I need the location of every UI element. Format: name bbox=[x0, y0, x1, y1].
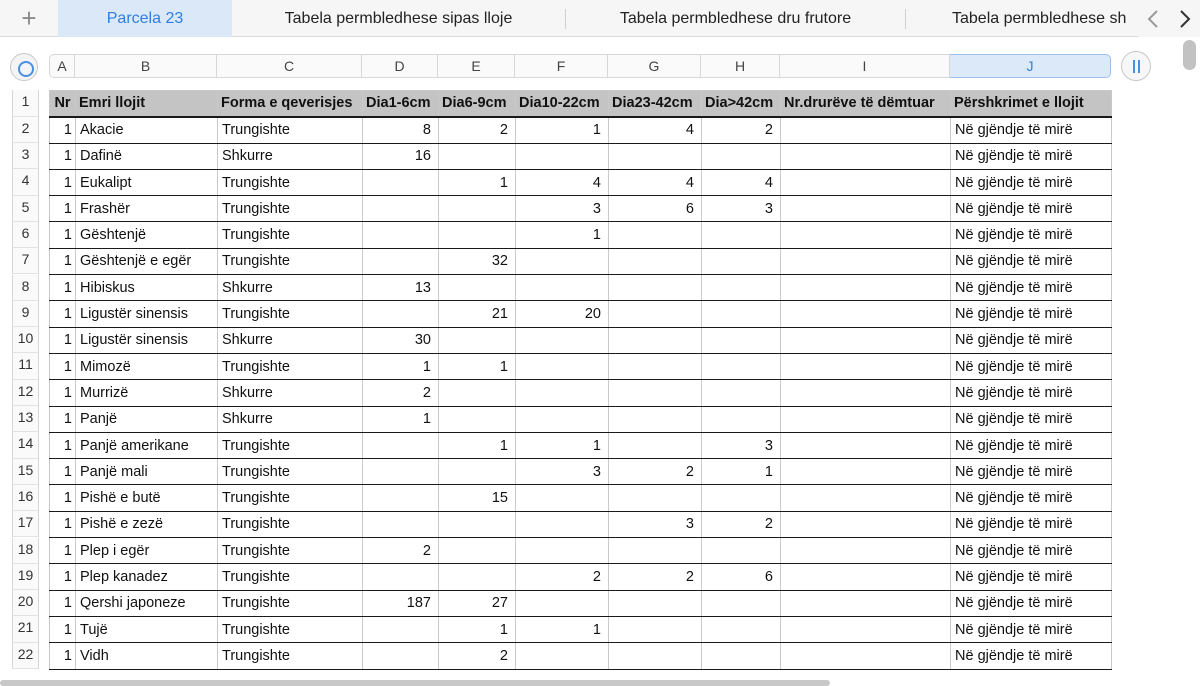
cell-dia-23-42[interactable] bbox=[609, 248, 702, 274]
cell-pershkrimet[interactable]: Në gjëndje të mirë bbox=[951, 275, 1112, 301]
cell-dia-10-22[interactable]: 3 bbox=[516, 459, 609, 485]
cell-dia-10-22[interactable] bbox=[516, 538, 609, 564]
cell-forma[interactable]: Trungishte bbox=[218, 564, 363, 590]
cell-nr-demtuar[interactable] bbox=[781, 196, 951, 222]
cell-nr-demtuar[interactable] bbox=[781, 406, 951, 432]
cell-dia-6-9[interactable] bbox=[439, 222, 516, 248]
table-row bbox=[50, 564, 1112, 590]
cell-dia-23-42[interactable] bbox=[609, 616, 702, 642]
tab-permbledhese-sh[interactable]: Tabela permbledhese sh bbox=[952, 10, 1127, 27]
row-header[interactable]: 1 bbox=[12, 90, 39, 117]
cell-dia-6-9[interactable]: 1 bbox=[439, 169, 516, 195]
cell-dia-23-42[interactable]: 2 bbox=[609, 459, 702, 485]
column-header-e[interactable]: E bbox=[438, 54, 515, 78]
cell-dia-10-22[interactable] bbox=[516, 275, 609, 301]
cell-dia-1-6[interactable] bbox=[363, 564, 439, 590]
cell-dia-1-6[interactable] bbox=[363, 643, 439, 669]
cell-dia-1-6[interactable] bbox=[363, 248, 439, 274]
header-cell-nr[interactable]: Nr bbox=[50, 91, 76, 117]
chevron-left-icon bbox=[1147, 10, 1159, 28]
cell-nr-demtuar[interactable] bbox=[781, 590, 951, 616]
column-header-j[interactable]: J bbox=[950, 54, 1111, 78]
cell-dia-over-42[interactable] bbox=[702, 248, 781, 274]
table-row bbox=[50, 301, 1112, 327]
cell-dia-over-42[interactable] bbox=[702, 380, 781, 406]
column-header-d[interactable]: D bbox=[362, 54, 438, 78]
cell-pershkrimet[interactable]: Në gjëndje të mirë bbox=[951, 485, 1112, 511]
cell-forma[interactable]: Shkurre bbox=[218, 327, 363, 353]
header-cell-nr-druresh-te-demtuar[interactable]: Nr.drurëve të dëmtuar bbox=[781, 91, 951, 117]
cell-dia-6-9[interactable] bbox=[439, 459, 516, 485]
cell-dia-10-22[interactable]: 1 bbox=[516, 432, 609, 458]
cell-forma[interactable]: Trungishte bbox=[218, 248, 363, 274]
cell-forma[interactable]: Trungishte bbox=[218, 485, 363, 511]
cell-dia-over-42[interactable] bbox=[702, 222, 781, 248]
cell-nr-demtuar[interactable] bbox=[781, 353, 951, 379]
cell-dia-10-22[interactable]: 2 bbox=[516, 564, 609, 590]
freeze-columns-button[interactable] bbox=[1121, 51, 1151, 81]
table-row bbox=[50, 432, 1112, 458]
cell-pershkrimet[interactable]: Në gjëndje të mirë bbox=[951, 380, 1112, 406]
cell-nr[interactable]: 1 bbox=[50, 406, 76, 432]
cell-dia-1-6[interactable] bbox=[363, 169, 439, 195]
table-row bbox=[50, 511, 1112, 537]
table-header-row bbox=[50, 91, 1112, 117]
cell-emri-llojit[interactable]: Vidh bbox=[76, 643, 218, 669]
cell-dia-over-42[interactable] bbox=[702, 485, 781, 511]
cell-dia-6-9[interactable] bbox=[439, 564, 516, 590]
cell-dia-23-42[interactable] bbox=[609, 538, 702, 564]
cell-emri-llojit[interactable]: Plep i egër bbox=[76, 538, 218, 564]
cell-pershkrimet[interactable]: Në gjëndje të mirë bbox=[951, 169, 1112, 195]
cell-dia-23-42[interactable] bbox=[609, 327, 702, 353]
table-row bbox=[50, 196, 1112, 222]
cell-dia-6-9[interactable]: 1 bbox=[439, 432, 516, 458]
cell-emri-llojit[interactable]: Ligustër sinensis bbox=[76, 327, 218, 353]
cell-dia-23-42[interactable] bbox=[609, 590, 702, 616]
cell-dia-23-42[interactable] bbox=[609, 485, 702, 511]
cell-nr[interactable]: 1 bbox=[50, 643, 76, 669]
cell-nr[interactable]: 1 bbox=[50, 380, 76, 406]
cell-nr-demtuar[interactable] bbox=[781, 301, 951, 327]
cell-forma[interactable]: Trungishte bbox=[218, 511, 363, 537]
table-row bbox=[50, 538, 1112, 564]
header-cell-dia-1-6cm[interactable]: Dia1-6cm bbox=[363, 91, 439, 117]
header-cell-dia-10-22cm[interactable]: Dia10-22cm bbox=[516, 91, 609, 117]
cell-nr[interactable]: 1 bbox=[50, 590, 76, 616]
cell-emri-llojit[interactable]: Tujë bbox=[76, 616, 218, 642]
cell-dia-23-42[interactable] bbox=[609, 222, 702, 248]
cell-dia-10-22[interactable] bbox=[516, 353, 609, 379]
tab-permbledhese-dru-frutore[interactable]: Tabela permbledhese dru frutore bbox=[619, 10, 852, 27]
cell-dia-over-42[interactable]: 3 bbox=[702, 196, 781, 222]
row-header[interactable]: 7 bbox=[12, 248, 39, 274]
cell-dia-10-22[interactable] bbox=[516, 143, 609, 169]
cell-pershkrimet[interactable]: Në gjëndje të mirë bbox=[951, 143, 1112, 169]
cell-forma[interactable]: Trungishte bbox=[218, 196, 363, 222]
cell-forma[interactable]: Trungishte bbox=[218, 538, 363, 564]
row-header[interactable]: 6 bbox=[12, 222, 39, 248]
cell-dia-23-42[interactable] bbox=[609, 143, 702, 169]
pause-bars-icon bbox=[1133, 60, 1135, 73]
row-header[interactable]: 18 bbox=[12, 538, 39, 564]
cell-dia-6-9[interactable] bbox=[439, 196, 516, 222]
tab-permbledhese-sipas-lloje[interactable]: Tabela permbledhese sipas lloje bbox=[284, 10, 513, 27]
cell-dia-23-42[interactable]: 4 bbox=[609, 169, 702, 195]
cell-forma[interactable]: Trungishte bbox=[218, 643, 363, 669]
cell-dia-6-9[interactable] bbox=[439, 327, 516, 353]
cell-forma[interactable]: Trungishte bbox=[218, 616, 363, 642]
cell-nr[interactable]: 1 bbox=[50, 432, 76, 458]
cell-emri-llojit[interactable]: Eukalipt bbox=[76, 169, 218, 195]
cell-nr-demtuar[interactable] bbox=[781, 432, 951, 458]
cell-dia-6-9[interactable]: 2 bbox=[439, 643, 516, 669]
cell-dia-over-42[interactable]: 3 bbox=[702, 432, 781, 458]
table-row bbox=[50, 275, 1112, 301]
cell-pershkrimet[interactable]: Në gjëndje të mirë bbox=[951, 327, 1112, 353]
column-header-i[interactable]: I bbox=[780, 54, 950, 78]
select-all-circle-button[interactable] bbox=[10, 53, 38, 81]
cell-dia-6-9[interactable]: 1 bbox=[439, 616, 516, 642]
cell-dia-23-42[interactable] bbox=[609, 406, 702, 432]
table-row bbox=[50, 406, 1112, 432]
cell-emri-llojit[interactable]: Pishë e butë bbox=[76, 485, 218, 511]
cell-dia-23-42[interactable] bbox=[609, 643, 702, 669]
table-row bbox=[50, 380, 1112, 406]
cell-dia-6-9[interactable]: 21 bbox=[439, 301, 516, 327]
cell-dia-1-6[interactable]: 8 bbox=[363, 117, 439, 143]
row-header[interactable]: 17 bbox=[12, 511, 39, 537]
cell-dia-10-22[interactable] bbox=[516, 511, 609, 537]
cell-dia-23-42[interactable] bbox=[609, 353, 702, 379]
cell-dia-over-42[interactable]: 4 bbox=[702, 169, 781, 195]
cell-dia-over-42[interactable] bbox=[702, 143, 781, 169]
cell-dia-1-6[interactable]: 2 bbox=[363, 538, 439, 564]
row-header[interactable]: 10 bbox=[12, 327, 39, 353]
cell-dia-over-42[interactable] bbox=[702, 538, 781, 564]
cell-dia-over-42[interactable] bbox=[702, 616, 781, 642]
cell-nr-demtuar[interactable] bbox=[781, 275, 951, 301]
cell-nr[interactable]: 1 bbox=[50, 327, 76, 353]
cell-nr-demtuar[interactable] bbox=[781, 248, 951, 274]
cell-nr[interactable]: 1 bbox=[50, 143, 76, 169]
cell-dia-over-42[interactable] bbox=[702, 643, 781, 669]
cell-dia-1-6[interactable] bbox=[363, 459, 439, 485]
cell-pershkrimet[interactable]: Në gjëndje të mirë bbox=[951, 301, 1112, 327]
row-header[interactable]: 3 bbox=[12, 143, 39, 169]
spreadsheet-table bbox=[49, 90, 1111, 670]
cell-dia-6-9[interactable] bbox=[439, 275, 516, 301]
cell-dia-10-22[interactable]: 20 bbox=[516, 301, 609, 327]
cell-dia-10-22[interactable]: 1 bbox=[516, 117, 609, 143]
column-header-g[interactable]: G bbox=[608, 54, 701, 78]
cell-dia-23-42[interactable]: 6 bbox=[609, 196, 702, 222]
cell-emri-llojit[interactable]: Panjë amerikane bbox=[76, 432, 218, 458]
cell-dia-6-9[interactable]: 15 bbox=[439, 485, 516, 511]
cell-dia-1-6[interactable]: 187 bbox=[363, 590, 439, 616]
cell-pershkrimet[interactable]: Në gjëndje të mirë bbox=[951, 511, 1112, 537]
cell-nr-demtuar[interactable] bbox=[781, 222, 951, 248]
horizontal-scrollbar[interactable] bbox=[0, 680, 830, 686]
cell-nr[interactable]: 1 bbox=[50, 196, 76, 222]
row-header[interactable]: 21 bbox=[12, 616, 39, 642]
column-header-c[interactable]: C bbox=[217, 54, 362, 78]
table-row bbox=[50, 616, 1112, 642]
table-row bbox=[50, 143, 1112, 169]
row-header[interactable]: 8 bbox=[12, 275, 39, 301]
cell-forma[interactable]: Trungishte bbox=[218, 353, 363, 379]
cell-emri-llojit[interactable]: Ligustër sinensis bbox=[76, 301, 218, 327]
column-header-b[interactable]: B bbox=[75, 54, 217, 78]
cell-dia-6-9[interactable]: 2 bbox=[439, 117, 516, 143]
cell-forma[interactable]: Trungishte bbox=[218, 301, 363, 327]
cell-nr-demtuar[interactable] bbox=[781, 538, 951, 564]
cell-dia-1-6[interactable] bbox=[363, 616, 439, 642]
cell-forma[interactable]: Shkurre bbox=[218, 275, 363, 301]
cell-nr[interactable]: 1 bbox=[50, 511, 76, 537]
cell-pershkrimet[interactable]: Në gjëndje të mirë bbox=[951, 432, 1112, 458]
cell-dia-1-6[interactable]: 13 bbox=[363, 275, 439, 301]
chevron-right-icon bbox=[1179, 10, 1191, 28]
row-header[interactable]: 5 bbox=[12, 196, 39, 222]
cell-dia-23-42[interactable]: 3 bbox=[609, 511, 702, 537]
table-row bbox=[50, 643, 1112, 669]
row-header[interactable]: 9 bbox=[12, 301, 39, 327]
cell-nr[interactable]: 1 bbox=[50, 459, 76, 485]
cell-dia-10-22[interactable] bbox=[516, 485, 609, 511]
cell-forma[interactable]: Trungishte bbox=[218, 459, 363, 485]
cell-dia-23-42[interactable] bbox=[609, 275, 702, 301]
row-header[interactable]: 13 bbox=[12, 406, 39, 432]
cell-emri-llojit[interactable]: Frashër bbox=[76, 196, 218, 222]
cell-forma[interactable]: Trungishte bbox=[218, 590, 363, 616]
cell-nr-demtuar[interactable] bbox=[781, 564, 951, 590]
cell-nr[interactable]: 1 bbox=[50, 301, 76, 327]
cell-dia-6-9[interactable] bbox=[439, 143, 516, 169]
cell-pershkrimet[interactable]: Në gjëndje të mirë bbox=[951, 406, 1112, 432]
cell-dia-10-22[interactable] bbox=[516, 248, 609, 274]
cell-emri-llojit[interactable]: Mimozë bbox=[76, 353, 218, 379]
cell-nr[interactable]: 1 bbox=[50, 275, 76, 301]
cell-dia-1-6[interactable]: 30 bbox=[363, 327, 439, 353]
add-sheet-button[interactable] bbox=[0, 0, 58, 37]
cell-dia-over-42[interactable]: 2 bbox=[702, 117, 781, 143]
cell-emri-llojit[interactable]: Panjë mali bbox=[76, 459, 218, 485]
cell-dia-10-22[interactable] bbox=[516, 406, 609, 432]
cell-dia-1-6[interactable] bbox=[363, 485, 439, 511]
cell-dia-23-42[interactable] bbox=[609, 432, 702, 458]
cell-dia-6-9[interactable] bbox=[439, 538, 516, 564]
table-row bbox=[50, 459, 1112, 485]
column-header-f[interactable]: F bbox=[515, 54, 608, 78]
row-header[interactable]: 11 bbox=[12, 353, 39, 379]
plus-icon: + bbox=[21, 3, 37, 33]
column-header-h[interactable]: H bbox=[701, 54, 780, 78]
header-cell-emri-llojit[interactable]: Emri llojit bbox=[76, 91, 218, 117]
cell-dia-6-9[interactable] bbox=[439, 511, 516, 537]
cell-dia-10-22[interactable] bbox=[516, 327, 609, 353]
pause-bars-icon bbox=[1138, 60, 1140, 73]
cell-dia-over-42[interactable]: 1 bbox=[702, 459, 781, 485]
cell-nr[interactable]: 1 bbox=[50, 538, 76, 564]
cell-nr-demtuar[interactable] bbox=[781, 327, 951, 353]
sheet-tab-bar bbox=[0, 0, 1200, 37]
scroll-tabs-right-button[interactable] bbox=[1172, 0, 1198, 37]
cell-forma[interactable]: Trungishte bbox=[218, 222, 363, 248]
row-header[interactable]: 20 bbox=[12, 590, 39, 616]
cell-nr-demtuar[interactable] bbox=[781, 143, 951, 169]
cell-emri-llojit[interactable]: Plep kanadez bbox=[76, 564, 218, 590]
cell-forma[interactable]: Trungishte bbox=[218, 169, 363, 195]
cell-nr-demtuar[interactable] bbox=[781, 485, 951, 511]
row-header[interactable]: 2 bbox=[12, 117, 39, 143]
cell-dia-1-6[interactable] bbox=[363, 196, 439, 222]
cell-nr[interactable]: 1 bbox=[50, 485, 76, 511]
cell-emri-llojit[interactable]: Dafinë bbox=[76, 143, 218, 169]
row-header[interactable]: 4 bbox=[12, 169, 39, 195]
cell-dia-over-42[interactable] bbox=[702, 406, 781, 432]
cell-forma[interactable]: Trungishte bbox=[218, 117, 363, 143]
cell-nr-demtuar[interactable] bbox=[781, 380, 951, 406]
vertical-scrollbar[interactable] bbox=[1183, 40, 1196, 70]
cell-pershkrimet[interactable]: Në gjëndje të mirë bbox=[951, 222, 1112, 248]
cell-pershkrimet[interactable]: Në gjëndje të mirë bbox=[951, 117, 1112, 143]
cell-forma[interactable]: Trungishte bbox=[218, 432, 363, 458]
cell-dia-10-22[interactable]: 3 bbox=[516, 196, 609, 222]
cell-dia-1-6[interactable] bbox=[363, 301, 439, 327]
cell-emri-llojit[interactable]: Gështenjë e egër bbox=[76, 248, 218, 274]
cell-dia-over-42[interactable] bbox=[702, 275, 781, 301]
row-header[interactable]: 15 bbox=[12, 459, 39, 485]
column-header-a[interactable]: A bbox=[49, 54, 75, 78]
cell-pershkrimet[interactable]: Në gjëndje të mirë bbox=[951, 564, 1112, 590]
header-cell-forma-e-qeverisjes[interactable]: Forma e qeverisjes bbox=[218, 91, 363, 117]
cell-forma[interactable]: Shkurre bbox=[218, 380, 363, 406]
cell-dia-1-6[interactable] bbox=[363, 511, 439, 537]
row-header[interactable]: 14 bbox=[12, 432, 39, 458]
table-row bbox=[50, 169, 1112, 195]
cell-dia-1-6[interactable]: 1 bbox=[363, 353, 439, 379]
cell-dia-1-6[interactable]: 16 bbox=[363, 143, 439, 169]
cell-dia-10-22[interactable] bbox=[516, 380, 609, 406]
cell-pershkrimet[interactable]: Në gjëndje të mirë bbox=[951, 353, 1112, 379]
row-header[interactable]: 16 bbox=[12, 485, 39, 511]
cell-nr[interactable]: 1 bbox=[50, 353, 76, 379]
cell-dia-1-6[interactable]: 2 bbox=[363, 380, 439, 406]
cell-nr-demtuar[interactable] bbox=[781, 459, 951, 485]
cell-pershkrimet[interactable]: Në gjëndje të mirë bbox=[951, 643, 1112, 669]
cell-dia-23-42[interactable]: 4 bbox=[609, 117, 702, 143]
cell-pershkrimet[interactable]: Në gjëndje të mirë bbox=[951, 538, 1112, 564]
cell-dia-over-42[interactable]: 6 bbox=[702, 564, 781, 590]
header-cell-pershkrimet-e-llojit[interactable]: Përshkrimet e llojit bbox=[951, 91, 1112, 117]
cell-dia-over-42[interactable] bbox=[702, 353, 781, 379]
cell-dia-6-9[interactable]: 1 bbox=[439, 353, 516, 379]
cell-nr-demtuar[interactable] bbox=[781, 511, 951, 537]
table-row bbox=[50, 590, 1112, 616]
cell-emri-llojit[interactable]: Qershi japoneze bbox=[76, 590, 218, 616]
cell-emri-llojit[interactable]: Panjë bbox=[76, 406, 218, 432]
cell-nr[interactable]: 1 bbox=[50, 222, 76, 248]
cell-dia-1-6[interactable] bbox=[363, 222, 439, 248]
table-row bbox=[50, 485, 1112, 511]
cell-nr[interactable]: 1 bbox=[50, 169, 76, 195]
cell-nr-demtuar[interactable] bbox=[781, 616, 951, 642]
cell-nr[interactable]: 1 bbox=[50, 117, 76, 143]
cell-dia-1-6[interactable] bbox=[363, 432, 439, 458]
row-header[interactable]: 19 bbox=[12, 564, 39, 590]
table-row bbox=[50, 327, 1112, 353]
cell-nr[interactable]: 1 bbox=[50, 564, 76, 590]
table-row bbox=[50, 117, 1112, 143]
scroll-tabs-left-button[interactable] bbox=[1140, 0, 1166, 37]
row-header[interactable]: 12 bbox=[12, 380, 39, 406]
cell-pershkrimet[interactable]: Në gjëndje të mirë bbox=[951, 248, 1112, 274]
row-header[interactable]: 22 bbox=[12, 643, 39, 669]
cell-nr-demtuar[interactable] bbox=[781, 169, 951, 195]
cell-pershkrimet[interactable]: Në gjëndje të mirë bbox=[951, 196, 1112, 222]
cell-emri-llojit[interactable]: Murrizë bbox=[76, 380, 218, 406]
cell-dia-10-22[interactable]: 1 bbox=[516, 222, 609, 248]
cell-emri-llojit[interactable]: Hibiskus bbox=[76, 275, 218, 301]
cell-forma[interactable]: Shkurre bbox=[218, 143, 363, 169]
cell-nr[interactable]: 1 bbox=[50, 248, 76, 274]
cell-dia-6-9[interactable]: 32 bbox=[439, 248, 516, 274]
cell-emri-llojit[interactable]: Pishë e zezë bbox=[76, 511, 218, 537]
cell-dia-over-42[interactable] bbox=[702, 327, 781, 353]
cell-dia-23-42[interactable] bbox=[609, 301, 702, 327]
header-cell-dia-23-42cm[interactable]: Dia23-42cm bbox=[609, 91, 702, 117]
cell-pershkrimet[interactable]: Në gjëndje të mirë bbox=[951, 459, 1112, 485]
cell-dia-6-9[interactable] bbox=[439, 380, 516, 406]
cell-emri-llojit[interactable]: Akacie bbox=[76, 117, 218, 143]
cell-dia-10-22[interactable] bbox=[516, 590, 609, 616]
header-cell-dia-over-42cm[interactable]: Dia>42cm bbox=[702, 91, 781, 117]
cell-dia-6-9[interactable]: 27 bbox=[439, 590, 516, 616]
cell-forma[interactable]: Shkurre bbox=[218, 406, 363, 432]
cell-dia-10-22[interactable]: 4 bbox=[516, 169, 609, 195]
tab-parcela-23[interactable]: Parcela 23 bbox=[58, 0, 232, 37]
table-row bbox=[50, 353, 1112, 379]
cell-pershkrimet[interactable]: Në gjëndje të mirë bbox=[951, 590, 1112, 616]
cell-dia-over-42[interactable] bbox=[702, 301, 781, 327]
cell-dia-10-22[interactable] bbox=[516, 643, 609, 669]
cell-nr-demtuar[interactable] bbox=[781, 643, 951, 669]
cell-dia-23-42[interactable] bbox=[609, 380, 702, 406]
cell-pershkrimet[interactable]: Në gjëndje të mirë bbox=[951, 616, 1112, 642]
header-cell-dia-6-9cm[interactable]: Dia6-9cm bbox=[439, 91, 516, 117]
cell-dia-over-42[interactable]: 2 bbox=[702, 511, 781, 537]
cell-emri-llojit[interactable]: Gështenjë bbox=[76, 222, 218, 248]
cell-nr[interactable]: 1 bbox=[50, 616, 76, 642]
table-row bbox=[50, 248, 1112, 274]
cell-dia-1-6[interactable]: 1 bbox=[363, 406, 439, 432]
cell-nr-demtuar[interactable] bbox=[781, 117, 951, 143]
cell-dia-10-22[interactable]: 1 bbox=[516, 616, 609, 642]
table-row bbox=[50, 222, 1112, 248]
cell-dia-23-42[interactable]: 2 bbox=[609, 564, 702, 590]
cell-dia-6-9[interactable] bbox=[439, 406, 516, 432]
cell-dia-over-42[interactable] bbox=[702, 590, 781, 616]
